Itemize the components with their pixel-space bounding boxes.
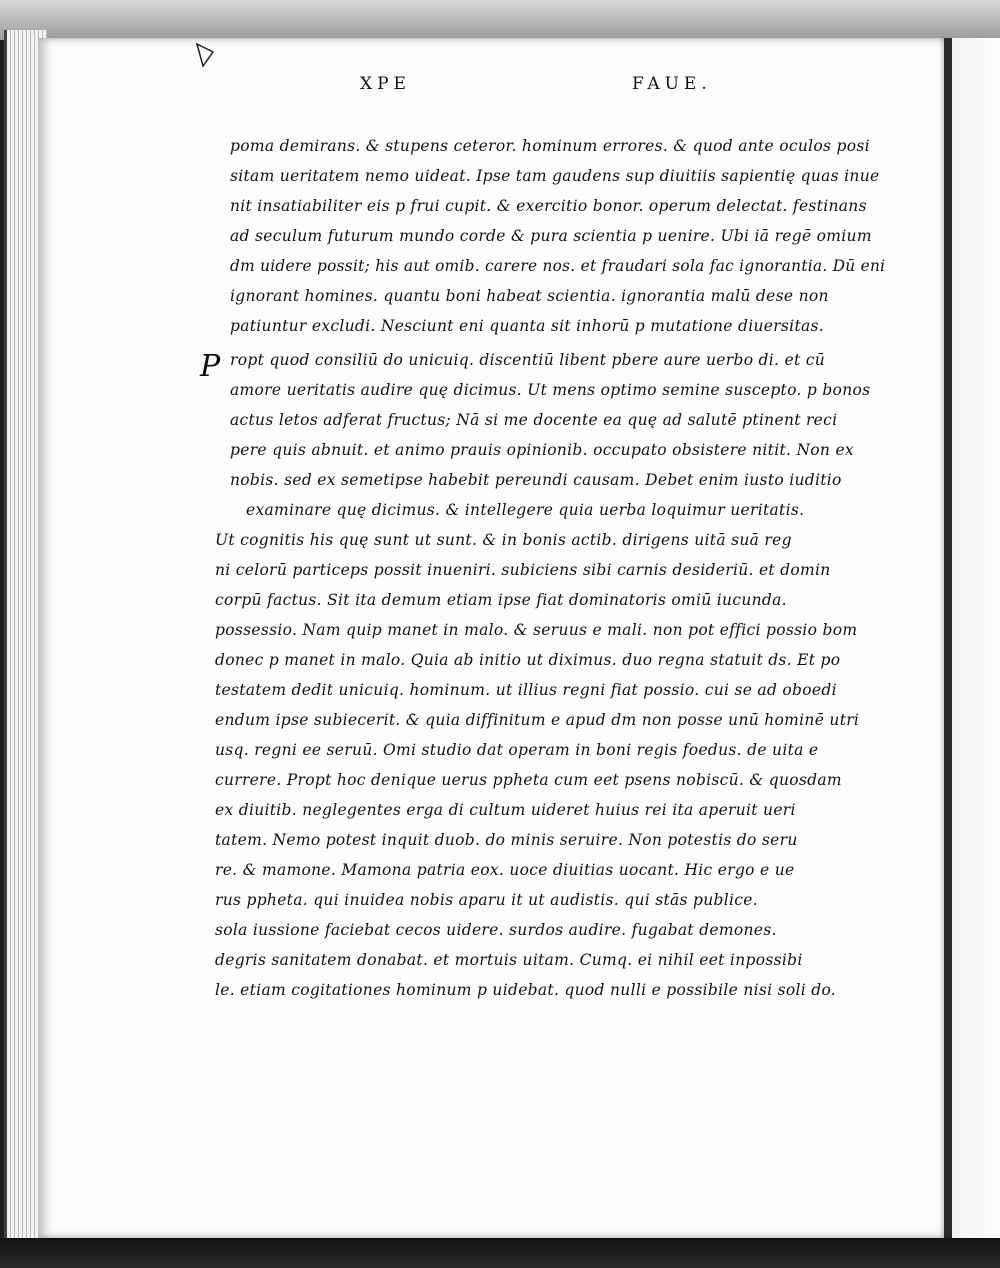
text-line: patiuntur excludi. Nesciunt eni quanta sit inhorū p mutatione diuersitas. [230, 317, 824, 335]
text-line: possessio. Nam quip manet in malo. & seruus e mali. non pot effici possio bom [215, 621, 858, 639]
text-line: sitam ueritatem nemo uideat. Ipse tam gaudens sup diuitiis sapientię quas inue [230, 167, 880, 185]
text-line: tatem. Nemo potest inquit duob. do minis seruire. Non potestis do seru [215, 831, 798, 849]
text-line: dm uidere possit; his aut omib. carere nos. et fraudari sola fac ignorantia. Dū eni [230, 257, 886, 275]
text-line: usq. regni ee seruū. Omi studio dat operam in boni regis foedus. de uita e [215, 741, 819, 759]
decorated-initial: P [200, 349, 221, 384]
text-line: poma demirans. & stupens ceteror. hominum errores. & quod ante oculos posi [230, 137, 870, 155]
text-line: endum ipse subiecerit. & quia diffinitum e apud dm non posse unū hominē utri [215, 711, 860, 729]
text-line: nit insatiabiliter eis p frui cupit. & exercitio bonor. operum delectat. festinans [230, 197, 867, 215]
text-line: donec p manet in malo. Quia ab initio ut diximus. duo regna statuit ds. Et po [215, 651, 841, 669]
text-line: amore ueritatis audire quę dicimus. Ut mens optimo semine suscepto. p bonos [230, 381, 871, 399]
text-line: ni celorū particeps possit inueniri. subiciens sibi carnis desideriū. et domin [215, 561, 831, 579]
text-line: ex diuitib. neglegentes erga di cultum uideret huius rei ita aperuit ueri [215, 801, 796, 819]
text-line: corpū factus. Sit ita demum etiam ipse fiat dominatoris omiū iucunda. [215, 591, 787, 609]
text-line: currere. Propt hoc denique uerus ppheta cum eet psens nobiscū. & quosdam [215, 771, 842, 789]
text-line: examinare quę dicimus. & intellegere quia uerba loquimur ueritatis. [246, 501, 805, 519]
running-head-right: FAUE. [632, 74, 712, 94]
facing-page-edge [944, 38, 1000, 1268]
text-line: nobis. sed ex semetipse habebit pereundi causam. Debet enim iusto iuditio [230, 471, 842, 489]
text-line: le. etiam cogitationes hominum p uidebat. quod nulli e possibile nisi soli do. [215, 981, 837, 999]
text-line: Ut cognitis his quę sunt ut sunt. & in bonis actib. dirigens uitā suā reg [215, 531, 792, 549]
scan-backdrop [0, 0, 1000, 40]
text-line: testatem dedit unicuiq. hominum. ut illius regni fiat possio. cui se ad oboedi [215, 681, 837, 699]
running-head-left: XPE [360, 74, 411, 94]
text-line: re. & mamone. Mamona patria eox. uoce diuitias uocant. Hic ergo e ue [215, 861, 795, 879]
text-line: pere quis abnuit. et animo prauis opinionib. occupato obsistere nitit. Non ex [230, 441, 854, 459]
text-line: actus letos adferat fructus; Nā si me docente ea quę ad salutē ptinent reci [230, 411, 838, 429]
folded-corner-mark [195, 42, 225, 72]
text-line: degris sanitatem donabat. et mortuis uitam. Cumq. ei nihil eet inpossibi [215, 951, 803, 969]
text-line: ad seculum futurum mundo corde & pura scientia p uenire. Ubi iā regē omium [230, 227, 872, 245]
text-line: rus ppheta. qui inuidea nobis aparu it ut audistis. qui stās publice. [215, 891, 758, 909]
text-line: sola iussione faciebat cecos uidere. surdos audire. fugabat demones. [215, 921, 777, 939]
text-line: ropt quod consiliū do unicuiq. discentiū libent pbere aure uerbo di. et cū [230, 351, 825, 369]
scan-bottom-edge [0, 1238, 1000, 1268]
text-line: ignorant homines. quantu boni habeat scientia. ignorantia malū dese non [230, 287, 829, 305]
